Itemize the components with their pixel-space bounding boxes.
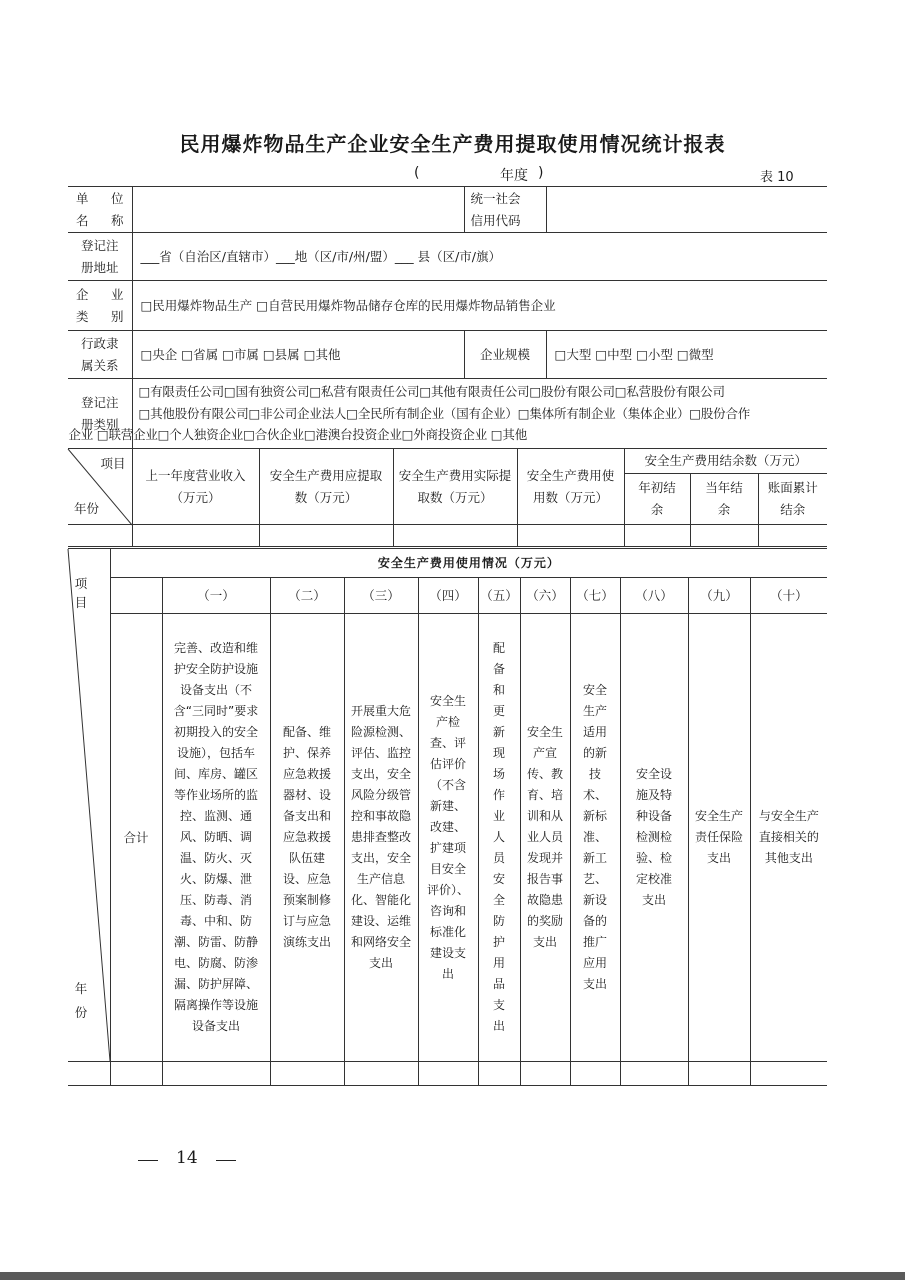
summary-bal3-cell[interactable] (758, 525, 827, 547)
summary-year-cell[interactable] (68, 525, 132, 547)
usage-col-desc-6: 安全生产宣传、教育、培训和从业人员发现并报告事故隐患的奖励支出 (520, 614, 570, 1062)
usage-col-num-9: （九） (688, 578, 750, 614)
summary-revenue-cell[interactable] (132, 525, 259, 547)
balance-year-begin: 年初结余 (624, 474, 690, 525)
usage-cell-7[interactable] (570, 1062, 620, 1086)
reg-address-value[interactable]: ___省（自治区/直辖市）___地（区/市/州/盟）___ 县（区/市/旗） (132, 233, 827, 281)
usage-col-desc-7: 安全生产适用的新技术、新标准、新工艺、新设备的推广应用支出 (570, 614, 620, 1062)
usage-col-num-5: （五） (478, 578, 520, 614)
summary-col-actual-extract: 安全生产费用实际提取数（万元） (393, 449, 517, 525)
usage-col-num-7: （七） (570, 578, 620, 614)
reg-type-options[interactable]: □有限责任公司□国有独资公司□私营有限责任公司□其他有限责任公司□股份有限公司□私营股份有限公司 □其他股份有限公司□非公司企业法人□全民所有制企业（国有企业）□集体所有制企业（集体企业）□股份合作 企业 □联营企业□个人独资企业□合伙企业□港澳台投资企业□外商投资企业 □其他 (132, 379, 827, 449)
usage-cell-5[interactable] (478, 1062, 520, 1086)
summary-col-should-extract: 安全生产费用应提取数（万元） (259, 449, 393, 525)
usage-total-num (110, 578, 162, 614)
usage-col-num-10: （十） (750, 578, 827, 614)
usage-header: 安全生产费用使用情况（万元） (110, 549, 827, 578)
summary-corner-cell: 项目 年份 (68, 449, 132, 525)
enterprise-type-label: 企 业 类 别 (68, 281, 132, 331)
usage-cell-3[interactable] (344, 1062, 418, 1086)
unit-name-label: 单 位 名 称 (68, 187, 132, 233)
page-dash-left (138, 1160, 158, 1161)
usage-cell-4[interactable] (418, 1062, 478, 1086)
usage-col-desc-3: 开展重大危险源检测、评估、监控支出，安全风险分级管控和事故隐患排查整改支出，安全生产信息化、智能化建设、运维和网络安全支出 (344, 614, 418, 1062)
usage-cell-9[interactable] (688, 1062, 750, 1086)
usage-col-desc-9: 安全生产责任保险支出 (688, 614, 750, 1062)
credit-code-label: 统一社会 信用代码 (464, 187, 546, 233)
page-title: 民用爆炸物品生产企业安全生产费用提取使用情况统计报表 (179, 132, 726, 156)
summary-col-used: 安全生产费用使用数（万元） (517, 449, 624, 525)
summary-col-revenue: 上一年度营业收入（万元） (132, 449, 259, 525)
usage-col-num-1: （一） (162, 578, 270, 614)
summary-table (68, 448, 827, 547)
year-label: 年度 (500, 168, 528, 184)
summary-bal2-cell[interactable] (690, 525, 758, 547)
usage-cell-1[interactable] (162, 1062, 270, 1086)
summary-balance-header: 安全生产费用结余数（万元） (624, 449, 827, 474)
credit-code-field[interactable] (546, 187, 827, 233)
usage-cell-6[interactable] (520, 1062, 570, 1086)
usage-col-num-8: （八） (620, 578, 688, 614)
summary-actual-extract-cell[interactable] (393, 525, 517, 547)
usage-cell-2[interactable] (270, 1062, 344, 1086)
summary-bal1-cell[interactable] (624, 525, 690, 547)
usage-col-desc-8: 安全设施及特种设备检测检验、检定校准支出 (620, 614, 688, 1062)
balance-cumulative: 账面累计结余 (758, 474, 827, 525)
reg-address-label: 登记注 册地址 (68, 233, 132, 281)
usage-col-desc-10: 与安全生产直接相关的其他支出 (750, 614, 827, 1062)
unit-name-field[interactable] (132, 187, 464, 233)
balance-current-year: 当年结余 (690, 474, 758, 525)
usage-total-cell[interactable] (110, 1062, 162, 1086)
usage-col-desc-5: 配备和更新现场作业人员安全防护用品支出 (478, 614, 520, 1062)
page-dash-right (216, 1160, 236, 1161)
year-open-paren: ( (414, 165, 420, 181)
table-number: 表 10 (760, 170, 794, 185)
usage-total-label: 合计 (110, 614, 162, 1062)
info-table (68, 186, 827, 449)
usage-col-desc-4: 安全生产检查、评估评价（不含新建、改建、扩建项目安全评价）、咨询和标准化建设支出 (418, 614, 478, 1062)
usage-corner-cell: 项目 年份 (68, 549, 110, 1062)
enterprise-scale-label: 企业规模 (464, 331, 546, 379)
admin-relation-label: 行政隶 属关系 (68, 331, 132, 379)
usage-year-cell[interactable] (68, 1062, 110, 1086)
usage-cell-10[interactable] (750, 1062, 827, 1086)
summary-used-cell[interactable] (517, 525, 624, 547)
usage-col-desc-2: 配备、维护、保养应急救援器材、设备支出和应急救援队伍建设、应急预案制修订与应急演练支出 (270, 614, 344, 1062)
admin-relation-options[interactable]: □央企 □省属 □市属 □县属 □其他 (132, 331, 464, 379)
usage-table (68, 548, 827, 1086)
usage-col-num-4: （四） (418, 578, 478, 614)
reg-type-label: 登记注 册类别 (68, 379, 132, 449)
usage-cell-8[interactable] (620, 1062, 688, 1086)
page-number: 14 (176, 1148, 198, 1168)
usage-col-desc-1: 完善、改造和维护安全防护设施设备支出（不含“三同时”要求初期投入的安全设施），包括车间、库房、罐区等作业场所的监控、监测、通风、防晒、调温、防火、灭火、防爆、泄压、防毒、消毒、中和、防潮、防雷、防静电、防腐、防渗漏、防护屏障、隔离操作等设施设备支出 (162, 614, 270, 1062)
usage-col-num-3: （三） (344, 578, 418, 614)
enterprise-scale-options[interactable]: □大型 □中型 □小型 □微型 (546, 331, 827, 379)
scan-bottom-edge (0, 1272, 905, 1280)
summary-should-extract-cell[interactable] (259, 525, 393, 547)
usage-col-num-2: （二） (270, 578, 344, 614)
usage-col-num-6: （六） (520, 578, 570, 614)
enterprise-type-options[interactable]: □民用爆炸物品生产 □自营民用爆炸物品储存仓库的民用爆炸物品销售企业 (132, 281, 827, 331)
year-close-paren: ) (538, 165, 544, 181)
